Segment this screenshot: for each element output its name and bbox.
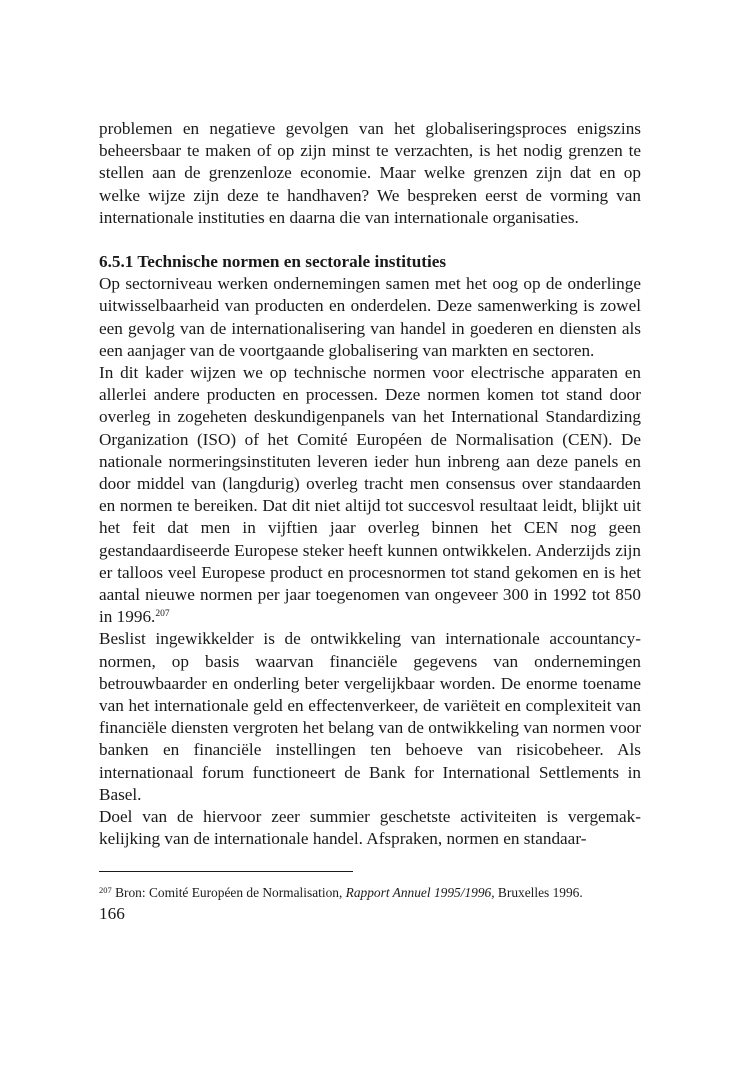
paragraph-technical-norms [99, 362, 641, 628]
paragraph-trade-facilitation: Doel van de hiervoor zeer summier geschetste activiteiten is vergemakkelijking van de internationale handel. Afspraken, normen en standaar- [99, 807, 641, 849]
footnote-text-after: , Bruxelles 1996. [491, 884, 583, 900]
paragraph-sector-cooperation: Op sectorniveau werken ondernemingen samen met het oog op de onderlinge uitwisselbaarheid van producten en onderdelen. Deze samenwerking is zowel een gevolg van de internationalisering van handel in goederen en diensten als een aanjager van de voortgaande globalisering van markten en sectoren. [99, 274, 641, 360]
footnote-text-before: Bron: Comité Européen de Normalisation, [111, 884, 346, 900]
footnote-number: 207 [99, 884, 112, 895]
paragraph-technical-norms-text: In dit kader wijzen we op technische normen voor electrische apparaten en allerlei andere producten en processen. Deze normen komen tot stand door overleg in zogeheten deskundigenpanels van het International Standardizing Organization (ISO) of het Comité Européen de Normalisation (CEN). De nationale normeringsinstituten leveren ieder hun inbreng aan deze panels en door middel van (langdurig) overleg tracht men consensus over standaarden en normen te bereiken. Dat dit niet altijd tot succesvol resultaat leidt, blijkt uit het feit dat men in vijftien jaar overleg binnen het CEN nog geen gestandaardiseerde Europese steker heeft kunnen ontwikkelen. Anderzijds zijn er talloos veel Europese product en procesnormen tot stand gekomen en is het aantal nieuwe normen per jaar toegenomen van ongeveer 300 in 1992 tot 850 in 1996. [99, 363, 641, 627]
footnote-separator [99, 871, 353, 872]
paragraph-intro: problemen en negatieve gevolgen van het globaliseringsproces enigszins beheersbaar te maken of op zijn minst te verzachten, is het nodig grenzen te stellen aan de grenzenloze economie. Maar welke grenzen zijn dat en op welke wijze zijn deze te handhaven? We bespreken eerst de vorming van internationale instituties en daarna die van internationale organisaties. [99, 119, 641, 227]
body-text [99, 118, 641, 851]
document-page [99, 118, 641, 925]
footnote-report-title: Rapport Annuel 1995/1996 [345, 884, 492, 900]
paragraph-accountancy-norms: Beslist ingewikkelder is de ontwikkeling van internationale accountancy-normen, op basis waarvan financiële gegevens van ondernemingen betrouwbaarder en onderling beter vergelijkbaar worden. De enorme toename van het internationale geld en effectenverkeer, de variëteit en complexiteit van financiële diensten vergroten het belang van de ontwikkeling van normen voor banken en financiële instellingen ten behoeve van risicobeheer. Als internationaal forum functioneert de Bank for International Settlements in Basel. [99, 629, 641, 804]
footnote-reference-207[interactable]: 207 [155, 609, 170, 620]
page-number: 166 [99, 904, 125, 923]
section-heading: 6.5.1 Technische normen en sectorale instituties [99, 252, 447, 272]
footnote-207 [99, 884, 641, 902]
